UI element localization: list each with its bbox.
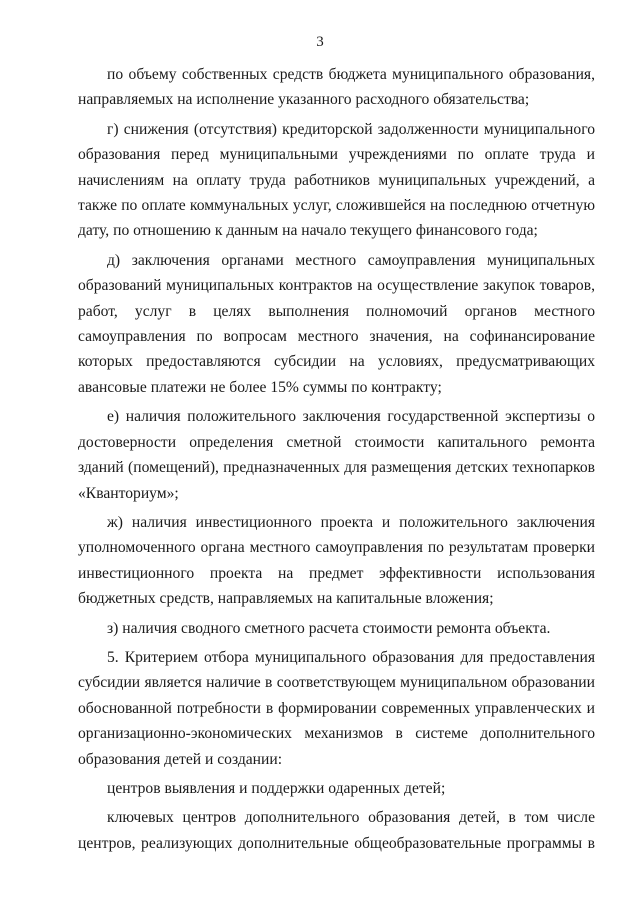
paragraph-item-g-creditor-debt: г) снижения (отсутствия) кредиторской задолженности муниципального образования перед муниципальными учреждениями по оплате труда и начислениям на оплату труда работников муниципальных учреждений, а также по оплате коммунальных услуг, сложившейся на последнюю отчетную дату, по отношению к данным на начало текущего финансового года; [78, 120, 595, 240]
paragraph-item-e-state-expertise: е) наличия положительного заключения государственной экспертизы о достоверности определения сметной стоимости капитального ремонта зданий (помещений), предназначенных для размещения детских технопарков «Кванториум»; [78, 408, 595, 502]
document-body [78, 62, 595, 856]
paragraph-item-d-municipal-contracts: д) заключения органами местного самоуправления муниципальных образований муниципальных контрактов на осуществление закупок товаров, работ, услуг в целях выполнения полномочий органов местного самоуправления по вопросам местного значения, на софинансирование которых предоставляются субсидии на условиях, предусматривающих авансовые платежи не более 15% суммы по контракту; [78, 251, 595, 396]
paragraph-key-centers: ключевых центров дополнительного образования детей, в том числе центров, реализующих дополнительные общеобразовательные программы в [78, 809, 595, 852]
paragraph-gifted-children-centers: центров выявления и поддержки одаренных детей; [107, 779, 446, 797]
paragraph-selection-criterion: 5. Критерием отбора муниципального образования для предоставления субсидии является наличие в соответствующем муниципальном образовании обоснованной потребности в формировании современных управленческих и организационно-экономических механизмов в системе дополнительного образования детей и создании: [78, 648, 595, 768]
paragraph-budget-volume: по объему собственных средств бюджета муниципального образования, направляемых на исполнение указанного расходного обязательства; [78, 66, 595, 109]
page-number: 3 [316, 34, 324, 50]
paragraph-item-zh-investment-project: ж) наличия инвестиционного проекта и положительного заключения уполномоченного органа местного самоуправления по результатам проверки инвестиционного проекта на предмет эффективности использования бюджетных средств, направляемых на капитальные вложения; [78, 513, 595, 608]
paragraph-item-z-cost-estimate: з) наличия сводного сметного расчета стоимости ремонта объекта. [107, 619, 551, 637]
